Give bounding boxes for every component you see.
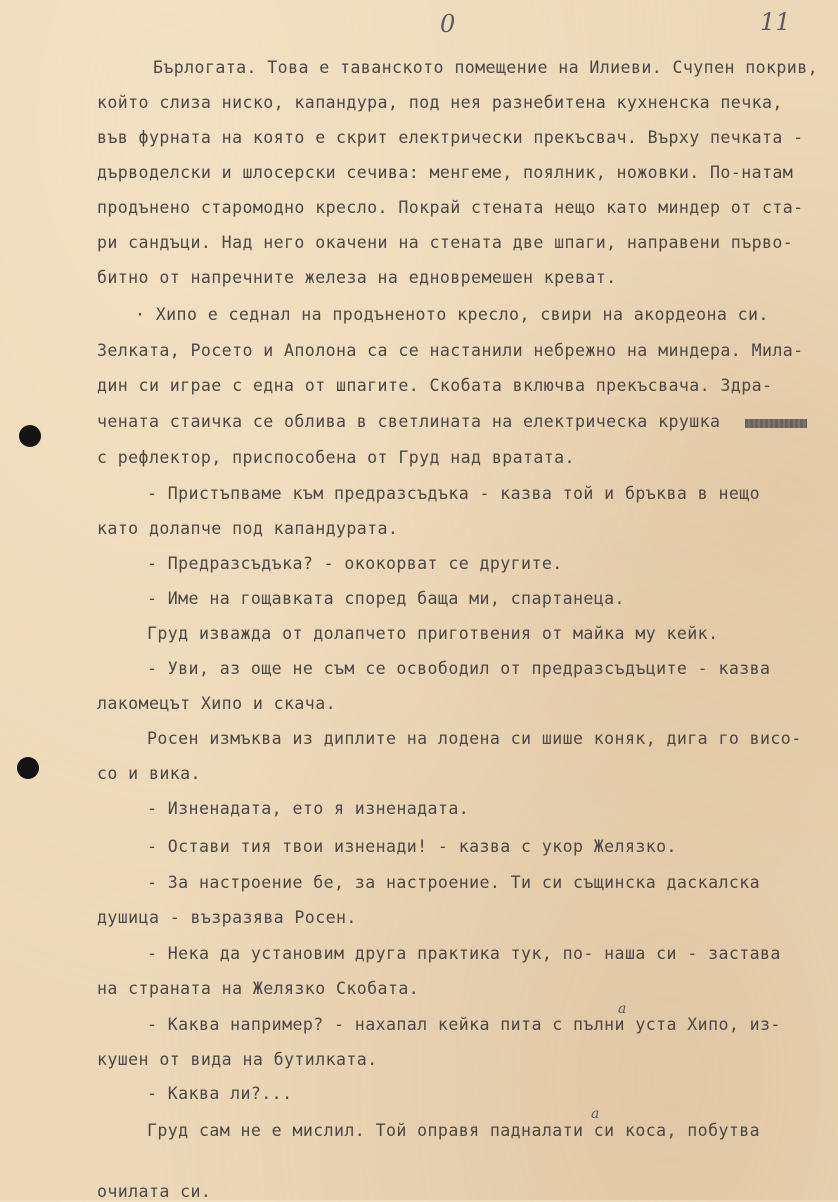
handwritten-correction: а — [618, 1001, 627, 1017]
dialogue-line: - Пристъпваме към предразсъдъка - казва той и бръква в нещо — [147, 484, 761, 503]
text-line: кушен от вида на бутилката. — [97, 1050, 378, 1069]
dialogue-line: - Нека да установим друга практика тук, по- наша си - застава — [147, 944, 781, 963]
text-line: битно от напречните железа на едновремешен креват. — [97, 268, 617, 287]
text-line: на страната на Желязко Скобата. — [97, 979, 420, 998]
struck-out-word — [745, 419, 807, 428]
text-line: Зелката, Росето и Аполона са се настанили небрежно на миндера. Мила- — [97, 341, 804, 360]
punch-hole-bottom — [17, 757, 39, 779]
dialogue-line: - Изненадата, ето я изненадата. — [147, 799, 470, 818]
text-line: с рефлектор, приспособена от Груд над вратата. — [97, 448, 575, 467]
dialogue-line: - Каква ли?... — [147, 1084, 293, 1103]
text-line: чената стаичка се облива в светлината на електрическа крушка — [97, 412, 721, 431]
text-line: Груд сам не е мислил. Той оправя падналати си коса, побутва — [147, 1121, 761, 1140]
dialogue-line: - За настроение бе, за настроение. Ти си същинска даскалска — [147, 873, 761, 892]
handwritten-page-number: 11 — [760, 8, 791, 36]
text-line: дин си играе с една от шпагите. Скобата включва прекъсвача. Здра- — [97, 376, 773, 395]
text-line: като долапче под капандурата. — [97, 519, 399, 538]
dialogue-line: - Остави тия твои изненади! - казва с укор Желязко. — [147, 837, 677, 856]
text-line: душица - възразява Росен. — [97, 908, 357, 927]
text-line: очилата си. — [97, 1182, 212, 1201]
dialogue-line: - Предразсъдъка? - ококорват се другите. — [147, 554, 563, 573]
text-line: · Хипо е седнал на продъненото кресло, свири на акордеона си. — [135, 305, 769, 324]
dialogue-line: - Уви, аз още не съм се освободил от предразсъдъците - казва — [147, 659, 771, 678]
handwritten-correction: а — [591, 1106, 600, 1122]
text-line: който слиза ниско, капандура, под нея разнебитена кухненска печка, — [97, 93, 783, 112]
text-line: във фурната на която е скрит електрически прекъсвач. Върху печката - — [97, 128, 804, 147]
text-line: Груд изважда от долапчето приготвения от майка му кейк. — [147, 624, 719, 643]
text-line: лакомецът Хипо и скача. — [97, 694, 336, 713]
text-line: Росен измъква из диплите на лодена си шише коняк, дига го висо- — [147, 729, 802, 748]
dialogue-line: - Каква например? - нахапал кейка пита с пълни уста Хипо, из- — [147, 1015, 781, 1034]
dialogue-line: - Име на гощавката според баща ми, спартанеца. — [147, 589, 625, 608]
text-line: продънено старомодно кресло. Покрай стената нещо като миндер от ста- — [97, 198, 804, 217]
text-line: Бърлогата. Това е таванското помещение на Илиеви. Счупен покрив, — [153, 58, 818, 77]
text-line: со и вика. — [97, 764, 201, 783]
text-line: дърводелски и шлосерски сечива: менгеме, поялник, ножовки. По-натам — [97, 163, 794, 182]
text-line: ри сандъци. Над него окачени на стената две шпаги, направени първо- — [97, 233, 794, 252]
handwritten-mark-left: 0 — [440, 10, 456, 38]
punch-hole-top — [19, 425, 41, 447]
